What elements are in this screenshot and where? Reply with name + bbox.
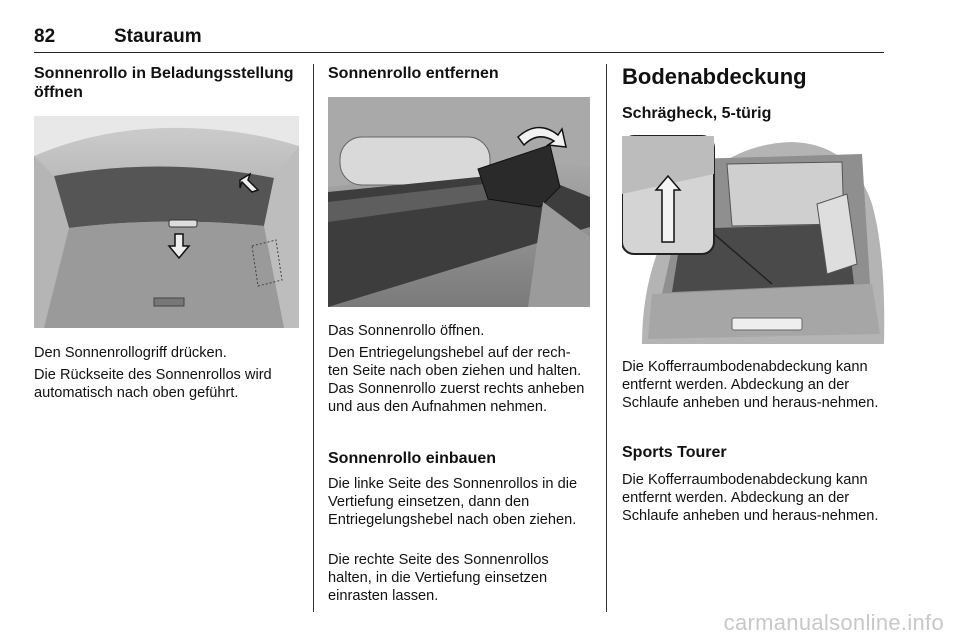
description-hatchback-floor-cover: Die Kofferraumbodenabdeckung kann entfernt werden. Abdeckung an der Schlaufe anheben und heraus-nehmen. — [622, 359, 879, 411]
column-divider-1 — [313, 64, 314, 612]
instruction-auto-raise: Die Rückseite des Sonnenrollos wird automatisch nach oben geführt. — [34, 367, 272, 401]
subheading-sports-tourer: Sports Tourer — [622, 444, 727, 461]
illustration-floor-cover-hatchback — [622, 134, 886, 344]
column-1 — [34, 64, 299, 401]
column-3 — [622, 64, 886, 524]
section-heading-floor-cover: Bodenabdeckung — [622, 64, 807, 89]
page-header — [34, 24, 884, 53]
instruction-press-handle: Den Sonnenrollogriff drücken. — [34, 345, 227, 361]
section-heading-open-cover: Sonnenrollo in Beladungsstellung öffnen — [34, 65, 294, 101]
section-heading-remove-cover: Sonnenrollo entfernen — [328, 65, 499, 82]
instruction-insert-right: Die rechte Seite des Sonnenrollos halten, in die Vertiefung einsetzen einrasten lassen. — [328, 552, 549, 604]
description-sports-tourer-floor-cover: Die Kofferraumbodenabdeckung kann entfernt werden. Abdeckung an der Schlaufe anheben und heraus-nehmen. — [622, 472, 879, 524]
instruction-open-cover: Das Sonnenrollo öffnen. — [328, 323, 485, 339]
illustration-trunk-cover-open — [34, 116, 299, 328]
column-2 — [328, 64, 590, 604]
watermark-text: carmanualsonline.info — [723, 610, 944, 635]
subheading-hatchback: Schrägheck, 5-türig — [622, 105, 772, 122]
instruction-insert-left: Die linke Seite des Sonnenrollos in die Vertiefung einsetzen, dann den Entriegelungshebel nach oben ziehen. — [328, 476, 578, 528]
column-divider-2 — [606, 64, 607, 612]
page-title: Stauraum — [114, 26, 202, 47]
instruction-release-lever: Den Entriegelungshebel auf der rech-ten Seite nach oben ziehen und halten. Das Sonnenrollo zuerst rechts anheben und aus den Aufnahmen nehmen. — [328, 345, 585, 415]
illustration-cover-release-lever — [328, 97, 590, 307]
page-number: 82 — [34, 26, 56, 47]
section-heading-install-cover: Sonnenrollo einbauen — [328, 450, 497, 467]
